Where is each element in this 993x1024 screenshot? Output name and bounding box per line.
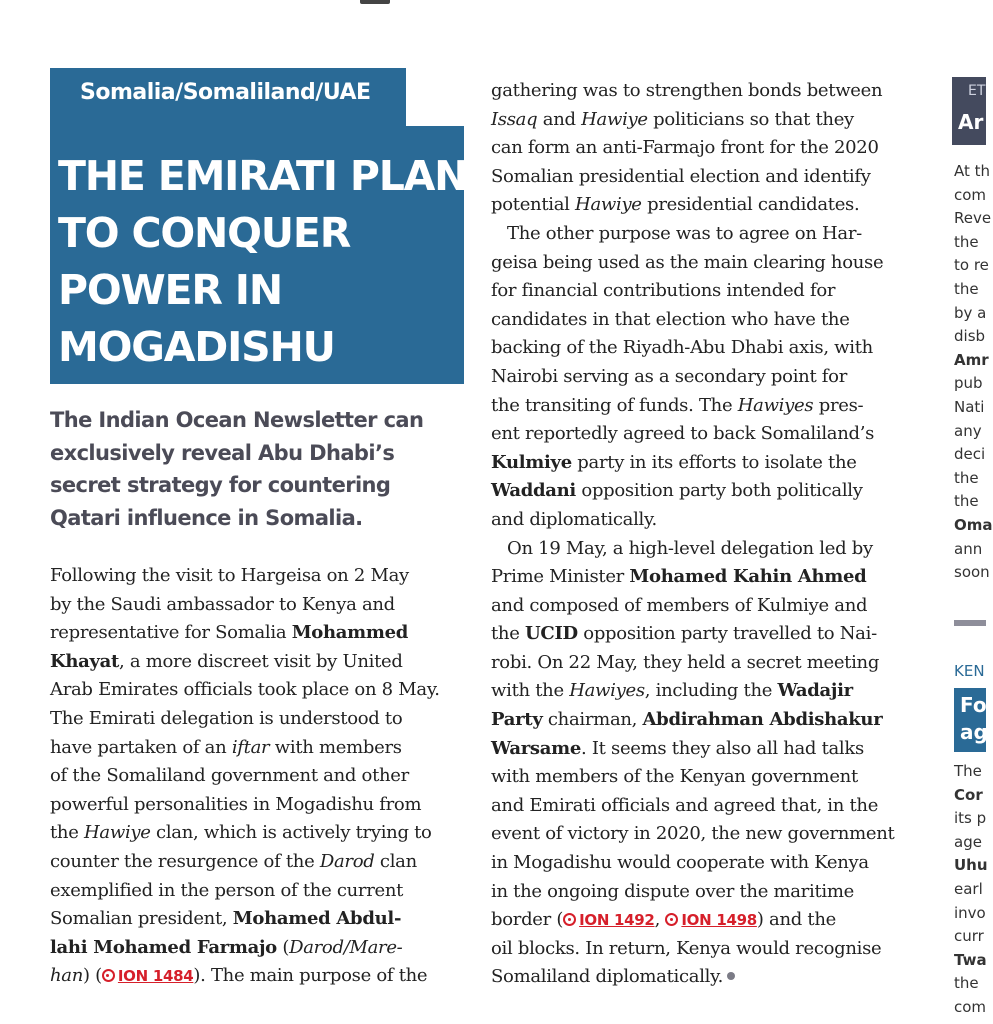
text-line: have partaken of an iftar with members (50, 736, 402, 758)
intro-line: exclusively reveal Abu Dhabi’s (50, 440, 395, 465)
person-name: Mohamed Kahin Ahmed (629, 566, 867, 588)
sidebar-divider (954, 620, 986, 626)
sidebar-box-2-kicker: KEN (954, 662, 985, 680)
intro-line: The Indian Ocean Newsletter can (50, 408, 424, 432)
person-name: Mohammed (291, 622, 409, 644)
text-line: On 19 May, a high-level delegation led by (507, 537, 873, 559)
target-icon (665, 913, 678, 926)
text-line: candidates in that election who have the (491, 308, 850, 330)
sidebar-box-2-title: Fo ag (960, 693, 988, 744)
text-line: Somalian president, Mohamed Abdul- (50, 908, 402, 930)
text-line: Waddani opposition party both politically (491, 480, 863, 502)
section-label: Somalia/Somaliland/UAE (80, 80, 371, 105)
person-name: Khayat (50, 650, 120, 672)
text-line: with the Hawiyes, including the Wadajir (491, 680, 853, 702)
article-body-column-1 (50, 562, 464, 991)
target-icon (563, 913, 576, 926)
text-line: and Emirati officials and agreed that, in the (491, 794, 879, 816)
text-line: The other purpose was to agree on Har- (507, 222, 862, 244)
text-line: Prime Minister Mohamed Kahin Ahmed (491, 566, 867, 588)
text-line: representative for Somalia Mohammed (50, 622, 409, 644)
text-line: Following the visit to Hargeisa on 2 May (50, 565, 409, 586)
text-line: event of victory in 2020, the new government (491, 823, 895, 845)
text-line: robi. On 22 May, they held a secret meeting (491, 651, 880, 673)
sidebar-box-1-kicker: ET (968, 83, 986, 99)
text-line: the Hawiye clan, which is actively trying to (50, 822, 432, 844)
text-line: geisa being used as the main clearing house (491, 251, 884, 273)
text-line: gathering was to strengthen bonds between (491, 80, 883, 101)
text-line: the transiting of funds. The Hawiyes pres- (491, 394, 864, 416)
text-line: ent reportedly agreed to back Somaliland’s (491, 423, 875, 445)
headline-line: POWER IN (58, 266, 282, 314)
text-line: backing of the Riyadh-Abu Dhabi axis, with (491, 337, 873, 359)
text-line: in the ongoing dispute over the maritime (491, 880, 854, 902)
target-icon (102, 969, 115, 982)
text-line: by the Saudi ambassador to Kenya and (50, 593, 395, 615)
text-line: Issaq and Hawiye politicians so that they (491, 108, 854, 130)
text-line: lahi Mohamed Farmajo (Darod/Mare- (50, 936, 403, 958)
text-line: can form an anti-Farmajo front for the 2020 (491, 137, 879, 159)
headline-panel-notch (406, 68, 464, 126)
headline-line: MOGADISHU (58, 323, 335, 371)
sidebar-box-1-title: Ar (958, 110, 984, 134)
text-line: counter the resurgence of the Darod clan (50, 850, 417, 872)
text-line: in Mogadishu would cooperate with Kenya (491, 852, 869, 874)
text-line: The Emirati delegation is understood to (50, 707, 403, 729)
article-intro (50, 404, 468, 534)
text-line: and composed of members of Kulmiye and (491, 594, 868, 616)
intro-line: Qatari influence in Somalia. (50, 505, 363, 530)
article-headline (58, 148, 468, 376)
article-body-column-2 (491, 77, 909, 992)
text-line: the UCID opposition party travelled to Nai- (491, 623, 877, 645)
sidebar-box-1-text: At th com Reve the to re the by a disb Amr pub Nati any deci the the Oma ann soon (954, 162, 993, 582)
text-line: for financial contributions intended for (491, 280, 836, 302)
text-line: han) ( ION 1484). The main purpose of the (50, 965, 428, 987)
text-line: of the Somaliland government and other (50, 765, 409, 787)
text-line: oil blocks. In return, Kenya would recognise (491, 937, 882, 959)
text-line: powerful personalities in Mogadishu from (50, 793, 422, 815)
text-line: Kulmiye party in its efforts to isolate the (491, 451, 857, 473)
text-line: border ( ION 1492, ION 1498) and the (491, 909, 836, 931)
text-line: potential Hawiye presidential candidates. (491, 194, 860, 216)
person-name: Warsame (491, 737, 581, 759)
headline-line: THE EMIRATI PLAN (58, 152, 468, 200)
text-line: Khayat, a more discreet visit by United (50, 650, 403, 672)
headline-line: TO CONQUER (58, 209, 351, 257)
text-line: with members of the Kenyan government (491, 766, 858, 788)
person-name: Abdirahman Abdishakur (642, 709, 883, 731)
intro-line: secret strategy for countering (50, 473, 391, 497)
person-name: lahi Mohamed Farmajo (50, 936, 277, 958)
end-mark-dot (727, 972, 735, 980)
sidebar-box-2-text: The Cor its p age Uhu earl invo curr Twa the com (954, 762, 988, 1016)
text-line: Nairobi serving as a secondary point for (491, 365, 847, 387)
text-line: Arab Emirates officials took place on 8 May. (50, 679, 440, 701)
text-line: Somaliland diplomatically. (491, 963, 909, 992)
person-name: Mohamed Abdul- (232, 908, 402, 930)
top-page-fragment (360, 0, 390, 4)
text-line: exemplified in the person of the current (50, 879, 404, 901)
ion-reference-link[interactable]: ION 1484 (102, 967, 193, 985)
text-line: Warsame. It seems they also all had talks (491, 737, 864, 759)
ion-reference-link[interactable]: ION 1498 (665, 911, 756, 929)
text-line: Somalian presidential election and identify (491, 165, 871, 187)
ion-reference-link[interactable]: ION 1492 (563, 911, 654, 929)
text-line: and diplomatically. (491, 508, 657, 530)
text-line: Party chairman, Abdirahman Abdishakur (491, 709, 883, 731)
